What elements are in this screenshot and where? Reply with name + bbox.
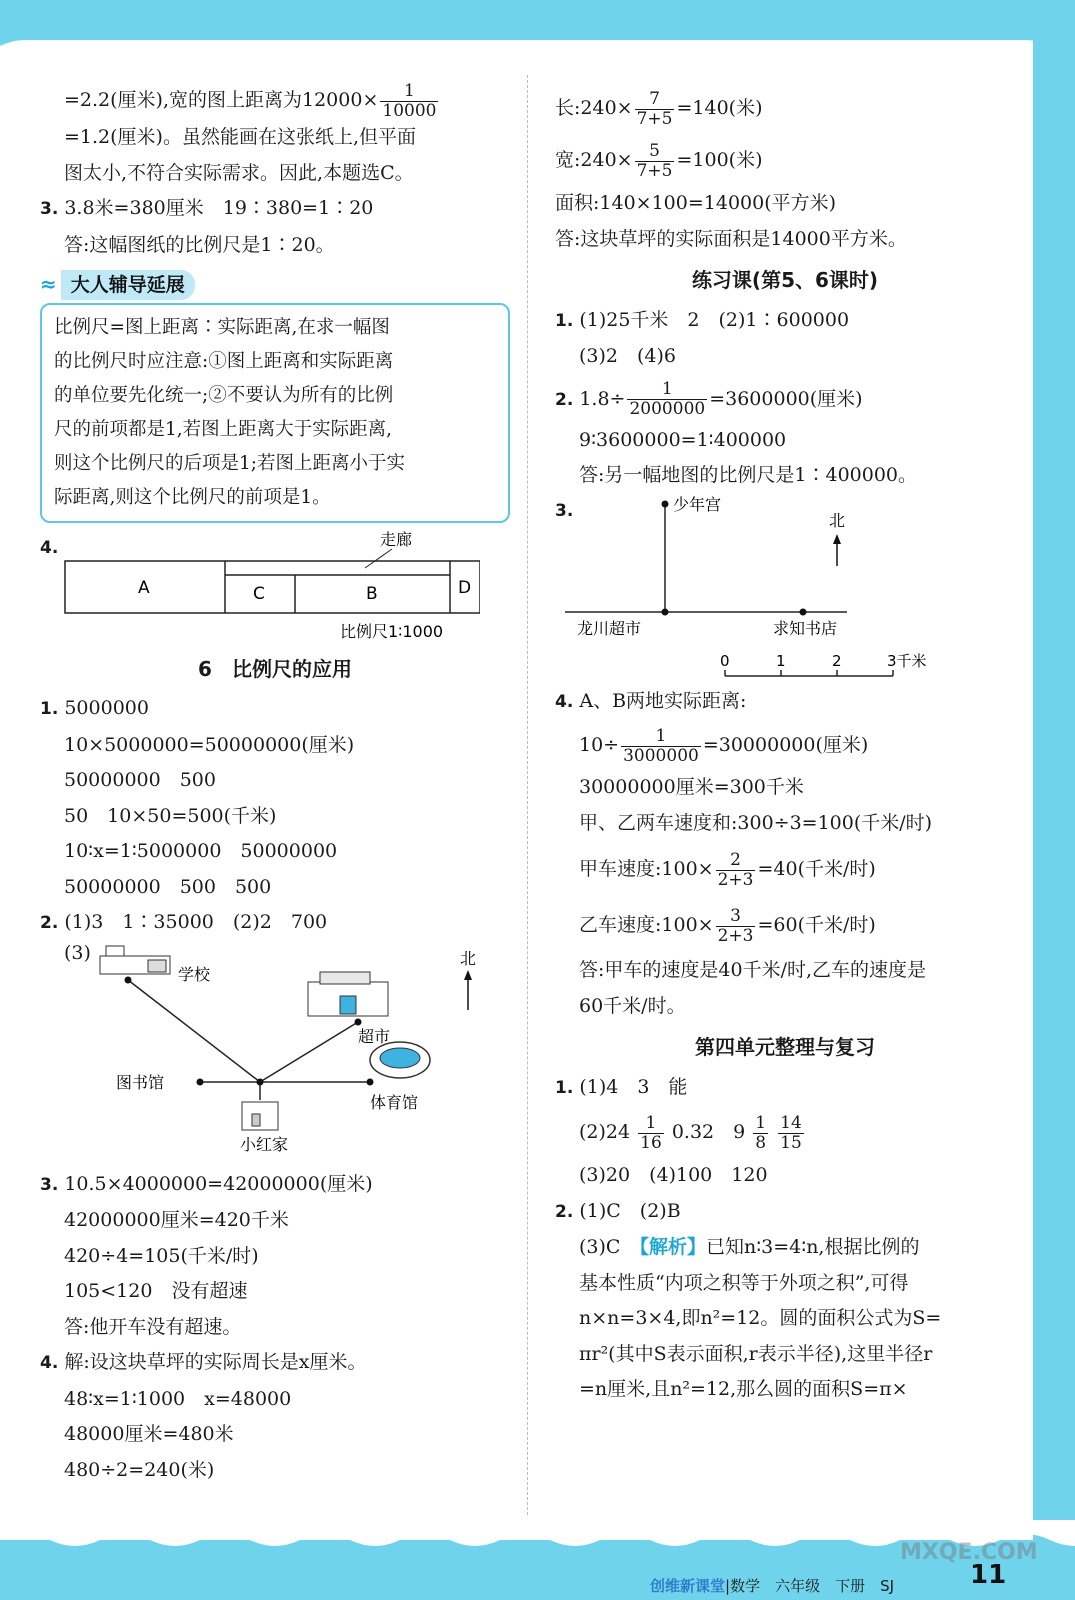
plan-outline xyxy=(65,561,480,613)
numerator: 7 xyxy=(635,90,675,110)
left-column xyxy=(40,82,510,1488)
position-map-diagram xyxy=(555,494,995,684)
numerator: 3 xyxy=(716,907,756,927)
route-map-diagram xyxy=(40,942,480,1167)
text: (2)24 xyxy=(579,1121,631,1143)
text: (1)3 1∶35000 (2)2 700 xyxy=(64,911,328,934)
text: 长:240× xyxy=(555,97,633,119)
answer-line: 60千米/时。 xyxy=(579,994,686,1017)
denominator: 7+5 xyxy=(636,160,673,181)
line xyxy=(555,134,1015,186)
line xyxy=(555,897,1015,953)
denominator: 2+3 xyxy=(717,869,754,890)
question-number: 2. xyxy=(555,389,574,410)
section-title: 第四单元整理与复习 xyxy=(695,1035,875,1059)
wave-icon: ≈ xyxy=(40,272,57,297)
footer-info: |数学 六年级 下册 SJ xyxy=(725,1577,895,1595)
route-map-block xyxy=(40,942,510,1167)
gym-label: 体育馆 xyxy=(370,1092,419,1112)
line: 48000厘米=480米 xyxy=(64,1423,234,1446)
route-line xyxy=(260,1022,358,1082)
page-number: 11 xyxy=(970,1560,1007,1590)
tip-line: 际距离,则这个比例尺的前项是1。 xyxy=(54,486,331,508)
line: 48∶x=1∶1000 x=48000 xyxy=(64,1387,292,1410)
corridor-pointer xyxy=(365,549,392,568)
text: 3.8米=380厘米 19∶380=1∶20 xyxy=(64,197,374,220)
numerator: 2 xyxy=(716,851,756,871)
line: 面积:140×100=14000(平方米) xyxy=(555,192,837,214)
denominator: 7+5 xyxy=(636,108,673,129)
text: 解:设这块草坪的实际周长是x厘米。 xyxy=(64,1351,367,1374)
tip-header xyxy=(40,267,510,303)
market-label: 龙川超市 xyxy=(577,618,642,638)
line xyxy=(555,1230,1015,1266)
palace-point xyxy=(662,500,669,507)
section-title: 练习课(第5、6课时) xyxy=(691,268,879,292)
supermarket-building-icon xyxy=(308,972,388,1016)
question-number: 4. xyxy=(40,1353,59,1374)
denominator: 3000000 xyxy=(623,745,699,766)
text: 0.32 9 xyxy=(671,1121,746,1143)
line: n×n=3×4,即n²=12。圆的面积公式为S= xyxy=(579,1307,942,1329)
scale-label: 2 xyxy=(832,651,842,670)
fraction xyxy=(716,851,756,889)
question-number: 1. xyxy=(555,310,574,331)
answer-line: 答:他开车没有超速。 xyxy=(64,1315,242,1338)
numerator: 1 xyxy=(638,1114,664,1134)
text: A、B两地实际距离: xyxy=(579,689,747,712)
denominator: 16 xyxy=(640,1132,662,1153)
question-number: 1. xyxy=(40,699,59,720)
line: 图太小,不符合实际需求。因此,本题选C。 xyxy=(64,161,414,184)
bookstore-label: 求知书店 xyxy=(773,618,838,638)
floor-plan-diagram xyxy=(40,531,480,641)
page-footer xyxy=(650,1575,894,1596)
numerator: 5 xyxy=(635,142,675,162)
library-point xyxy=(197,1078,204,1085)
question-number: 2. xyxy=(555,1201,574,1222)
text: 甲车速度:100× xyxy=(579,858,714,880)
tip-box xyxy=(40,303,510,523)
question-number: 4. xyxy=(555,691,574,712)
tip-line: 的单位要先化统一;②不要认为所有的比例 xyxy=(54,384,394,406)
market-point xyxy=(662,608,669,615)
tip-line: 的比例尺时应注意:①图上距离和实际距离 xyxy=(54,350,394,372)
supermarket-label: 超市 xyxy=(358,1026,391,1046)
line: 甲、乙两车速度和:300÷3=100(千米/时) xyxy=(579,811,933,834)
home-label: 小红家 xyxy=(240,1134,289,1154)
line: 50 10×50=500(千米) xyxy=(64,804,277,827)
line: 基本性质“内项之积等于外项之积”,可得 xyxy=(579,1271,909,1294)
numerator: 1 xyxy=(621,727,701,747)
text: (1)C (2)B xyxy=(579,1199,681,1222)
north-arrowhead-icon xyxy=(833,534,841,544)
sub-label: (3) xyxy=(64,941,91,964)
question-number: 3. xyxy=(555,500,574,521)
room-c-label: C xyxy=(253,583,265,604)
line: (3)2 (4)6 xyxy=(579,345,677,367)
scale-label: 1 xyxy=(776,651,786,670)
denominator: 8 xyxy=(755,1132,767,1153)
section-title: 6 比例尺的应用 xyxy=(198,656,352,681)
text: =2.2(厘米),宽的图上距离为12000× xyxy=(64,89,379,112)
line: πr²(其中S表示面积,r表示半径),这里半径r xyxy=(579,1342,933,1365)
line: 30000000厘米=300千米 xyxy=(579,776,804,798)
tip-line: 尺的前项都是1,若图上距离大于实际距离, xyxy=(54,418,393,440)
tip-line: 则这个比例尺的后项是1;若图上距离小于实 xyxy=(54,452,406,474)
question-number: 3. xyxy=(40,199,59,220)
text: 10÷ xyxy=(579,734,620,756)
fraction xyxy=(753,1114,768,1152)
line xyxy=(40,82,510,120)
line: 480÷2=240(米) xyxy=(64,1458,215,1481)
numerator: 14 xyxy=(780,1112,802,1133)
line: 10∶x=1∶5000000 50000000 xyxy=(64,840,338,863)
gym-building-icon xyxy=(370,1042,430,1078)
text: (1)4 3 能 xyxy=(579,1075,688,1098)
plan-scale: 比例尺1∶1000 xyxy=(340,621,444,641)
room-b-label: B xyxy=(366,583,378,604)
north-arrowhead-icon xyxy=(464,970,472,980)
text: =140(米) xyxy=(676,97,763,119)
numerator: 1 xyxy=(380,82,438,102)
numerator: 1 xyxy=(627,380,707,400)
scale-label: 0 xyxy=(720,651,730,670)
text: (1)25千米 2 (2)1∶600000 xyxy=(579,308,850,331)
text: 5000000 xyxy=(64,697,149,720)
room-d-label: D xyxy=(458,577,472,598)
fraction xyxy=(778,1114,804,1152)
line: =n厘米,且n²=12,那么圆的面积S=π× xyxy=(579,1378,908,1400)
home-building-icon xyxy=(242,1102,278,1130)
gym-point xyxy=(367,1078,374,1085)
text: =3600000(厘米) xyxy=(709,387,863,410)
right-wave-border xyxy=(1033,0,1075,1600)
question-number: 3. xyxy=(40,1174,59,1195)
fraction xyxy=(621,727,701,765)
room-a-label: A xyxy=(138,577,150,598)
footer-brand: 创维新课堂 xyxy=(650,1577,726,1595)
answer-line: 答:另一幅地图的比例尺是1∶400000。 xyxy=(579,464,918,486)
palace-label: 少年宫 xyxy=(673,494,722,514)
line: 105<120 没有超速 xyxy=(64,1280,248,1303)
text: 10.5×4000000=42000000(厘米) xyxy=(64,1172,373,1195)
north-label: 北 xyxy=(460,948,477,968)
school-building-icon xyxy=(100,946,170,974)
scale-label: 3千米 xyxy=(887,651,927,670)
route-line xyxy=(128,980,260,1082)
answer-line: 答:这块草坪的实际面积是14000平方米。 xyxy=(555,227,907,250)
denominator: 2000000 xyxy=(629,399,706,419)
supermarket-point xyxy=(355,1018,362,1025)
bookstore-point xyxy=(800,608,807,615)
answer-line: 答:这幅图纸的比例尺是1∶20。 xyxy=(64,233,335,256)
denominator: 15 xyxy=(780,1132,802,1153)
text: (3)C xyxy=(579,1236,640,1258)
fraction xyxy=(627,380,707,418)
fraction xyxy=(380,82,438,120)
line: 42000000厘米=420千米 xyxy=(64,1209,289,1232)
fraction xyxy=(635,142,675,180)
tip-title: 大人辅导延展 xyxy=(61,270,195,300)
line xyxy=(555,1106,1015,1158)
answer-line: 答:甲车的速度是40千米/时,乙车的速度是 xyxy=(579,959,927,981)
column-divider xyxy=(527,75,528,1515)
text: =40(千米/时) xyxy=(757,858,876,880)
line: (3)20 (4)100 120 xyxy=(579,1164,768,1186)
question-number: 2. xyxy=(40,913,59,934)
text: =60(千米/时) xyxy=(757,914,876,936)
denominator: 2+3 xyxy=(717,925,754,946)
position-map-block xyxy=(555,494,1015,684)
text: 乙车速度:100× xyxy=(579,914,714,936)
school-label: 学校 xyxy=(178,964,211,984)
line: 420÷4=105(千米/时) xyxy=(64,1244,259,1267)
denominator: 10000 xyxy=(382,100,437,121)
right-column xyxy=(555,82,1015,1408)
tip-line: 比例尺=图上距离∶实际距离,在求一幅图 xyxy=(54,316,390,338)
text: =100(米) xyxy=(676,149,763,171)
text: 已知n∶3=4∶n,根据比例的 xyxy=(705,1236,920,1258)
home-point xyxy=(257,1078,264,1085)
line: 10×5000000=50000000(厘米) xyxy=(64,733,355,756)
question-number: 4. xyxy=(40,537,59,558)
line: 9∶3600000=1∶400000 xyxy=(579,428,787,451)
line xyxy=(555,720,1015,770)
text: =30000000(厘米) xyxy=(702,734,869,756)
floor-plan-block xyxy=(40,531,510,646)
school-point xyxy=(125,976,132,983)
text: 1.8÷ xyxy=(579,387,626,410)
analysis-tag: 【解析】 xyxy=(639,1236,706,1258)
corridor-label: 走廊 xyxy=(380,530,413,549)
question-number: 1. xyxy=(555,1077,574,1098)
numerator: 1 xyxy=(755,1112,767,1133)
watermark: MXQE.COM xyxy=(900,1540,1038,1565)
library-label: 图书馆 xyxy=(116,1072,165,1092)
text: 宽:240× xyxy=(555,149,633,171)
line xyxy=(555,841,1015,897)
fraction xyxy=(638,1114,664,1152)
line xyxy=(555,82,1015,134)
line: 50000000 500 500 xyxy=(64,875,272,898)
line: =1.2(厘米)。虽然能画在这张纸上,但平面 xyxy=(64,126,417,149)
north-label: 北 xyxy=(829,510,846,530)
line: 50000000 500 xyxy=(64,769,216,792)
fraction xyxy=(635,90,675,128)
fraction xyxy=(716,907,756,945)
